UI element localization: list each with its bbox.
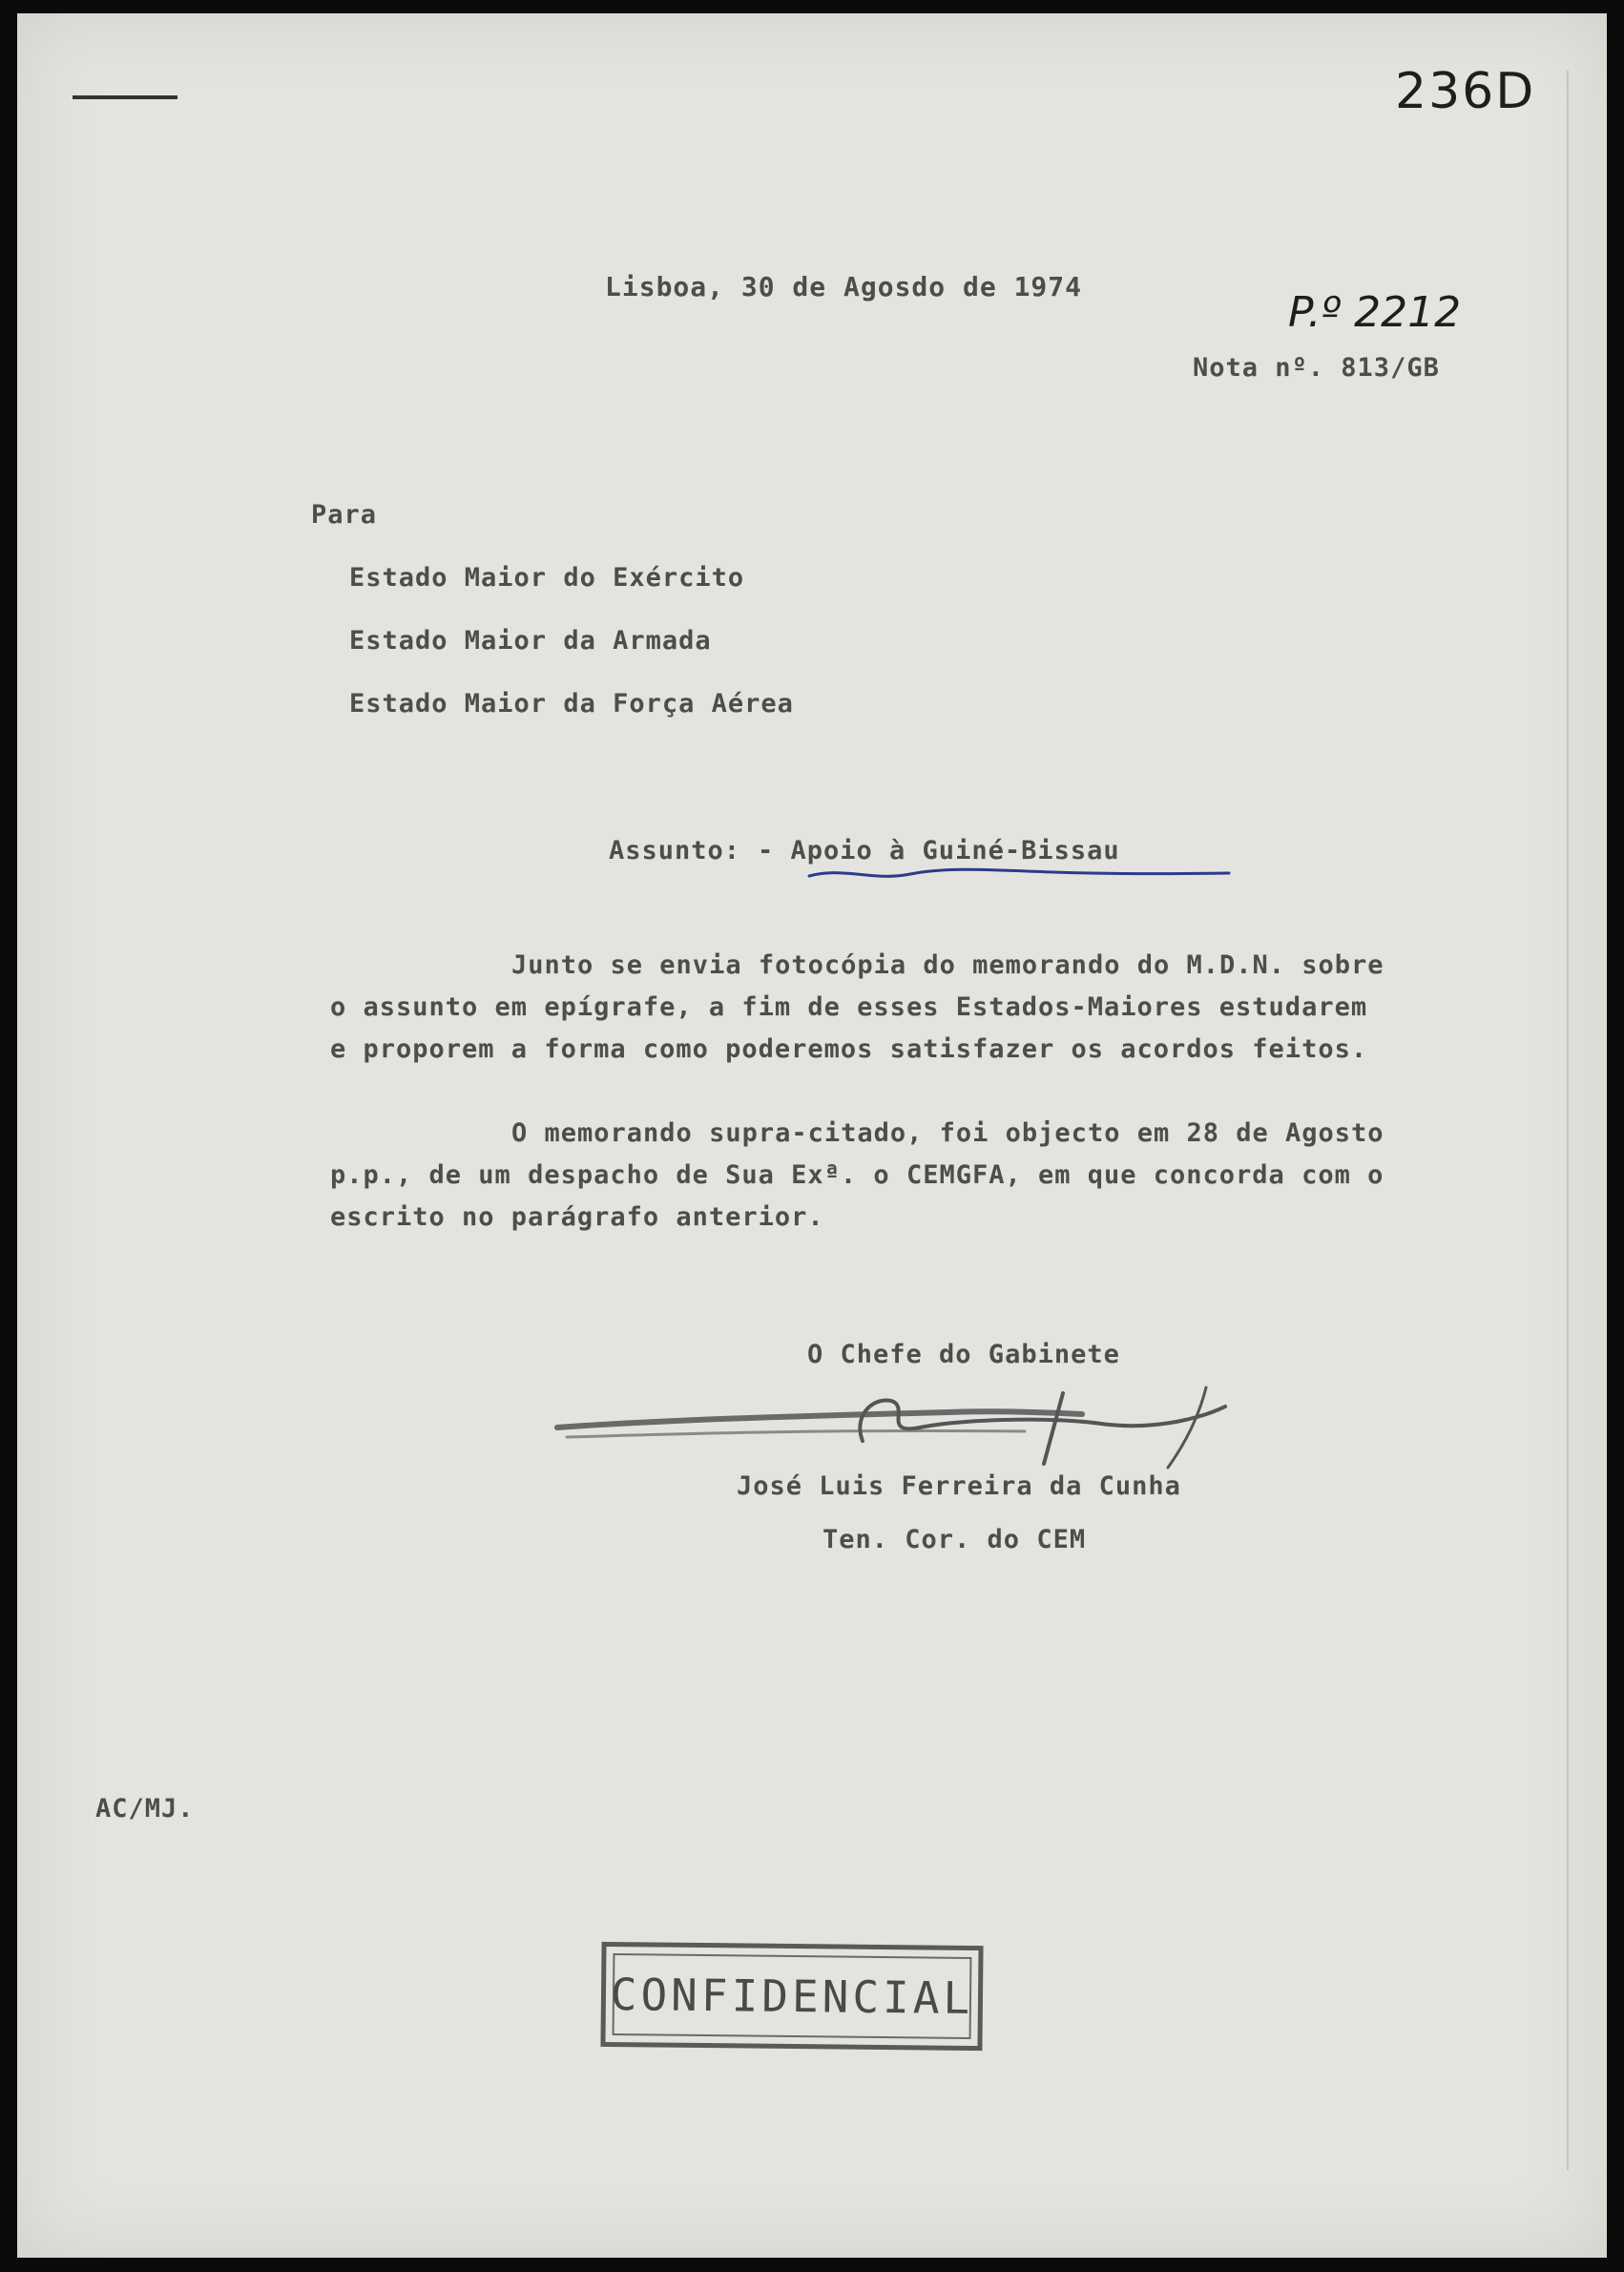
page-number-handwritten: 236D xyxy=(1395,63,1536,120)
paragraph-1-line-1: Junto se envia fotocópia do memorando do M.D.N. sobre xyxy=(511,950,1385,980)
paragraph-1-line-2: o assunto em epígrafe, a fim de esses Estados-Maiores estudarem xyxy=(330,992,1368,1022)
paragraph-1-line-3: e proporem a forma como poderemos satisfazer os acordos feitos. xyxy=(330,1034,1368,1064)
subject-label: Assunto: xyxy=(609,836,741,865)
paragraph-1 xyxy=(330,945,1456,1071)
document-page xyxy=(17,13,1607,2258)
recipient-army: Estado Maior do Exército xyxy=(349,563,745,593)
margin-dash-mark xyxy=(73,95,177,99)
signatory-name: José Luis Ferreira da Cunha xyxy=(737,1471,1181,1501)
recipient-air-force: Estado Maior da Força Aérea xyxy=(349,689,794,719)
subject-text: - Apoio à Guiné-Bissau xyxy=(758,836,1120,865)
process-number-handwritten: P.º 2212 xyxy=(1288,288,1462,337)
typist-initials: AC/MJ. xyxy=(95,1794,195,1824)
paragraph-2 xyxy=(330,1113,1456,1239)
handwritten-signature xyxy=(548,1368,1254,1473)
subject-underline xyxy=(805,863,1235,886)
paragraph-2-line-2: p.p., de um despacho de Sua Exª. o CEMGFA, em que concorda com o xyxy=(330,1160,1385,1190)
recipients-label: Para xyxy=(311,500,378,530)
recipient-navy: Estado Maior da Armada xyxy=(349,626,712,656)
reference-number: Nota nº. 813/GB xyxy=(1193,353,1440,383)
signatory-rank: Ten. Cor. do CEM xyxy=(822,1525,1087,1554)
paragraph-2-line-3: escrito no parágrafo anterior. xyxy=(330,1202,824,1232)
date-line: Lisboa, 30 de Agosdo de 1974 xyxy=(605,271,1083,302)
paragraph-2-line-1: O memorando supra-citado, foi objecto em 28 de Agosto xyxy=(511,1118,1385,1148)
confidential-stamp-text: CONFIDENCIAL xyxy=(613,1953,972,2039)
confidential-stamp xyxy=(600,1942,983,2051)
signature-title: O Chefe do Gabinete xyxy=(807,1340,1120,1369)
